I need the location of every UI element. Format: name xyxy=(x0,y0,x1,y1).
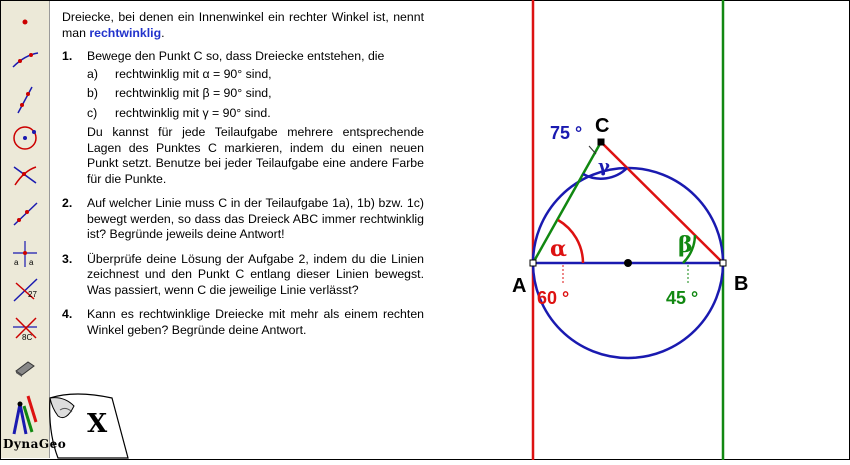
gamma-symbol: γ xyxy=(598,156,610,177)
geometry-canvas[interactable] xyxy=(426,0,850,460)
line-tool-button[interactable] xyxy=(6,43,44,77)
side-bc[interactable] xyxy=(601,142,723,263)
subtask-label: b) xyxy=(87,86,98,100)
subtask-b xyxy=(87,86,424,102)
subtask-label: a) xyxy=(87,66,98,81)
alpha-value: 60 ° xyxy=(537,288,570,308)
point-a[interactable] xyxy=(530,260,536,266)
subtask-text: rechtwinklig mit β = 90° sind, xyxy=(115,86,272,100)
svg-text:27: 27 xyxy=(28,290,37,299)
beta-value: 45 ° xyxy=(666,288,699,308)
task-number: 1. xyxy=(62,49,73,63)
subtask-a xyxy=(87,67,424,83)
intersection-tool-icon xyxy=(10,161,40,191)
svg-text:8C: 8C xyxy=(22,333,33,342)
task-text-2: Auf welcher Linie muss C in der Teilaufgabe 1a), 1b) bzw. 1c) bewegt werden, so dass das Dreieck ABC immer rechtwinklig ist? Begründe jeweils deine Antwort! xyxy=(87,196,424,241)
task-item-2 xyxy=(62,196,424,243)
task-text xyxy=(62,10,424,338)
segment-tool-icon xyxy=(10,85,40,115)
task-note: Du kannst für jede Teilaufgabe mehrere entsprechende Lagen des Punktes C markieren, indem du einen neuen Punkt setzt. Benutze bei jeder Teilaufgabe eine andere Farbe für die Punkte. xyxy=(87,125,424,186)
label-a: A xyxy=(512,275,527,297)
alpha-symbol: α xyxy=(550,236,567,262)
subtask-c xyxy=(87,106,424,122)
logo-x-mark: X xyxy=(87,409,108,439)
intersection-tool-button[interactable] xyxy=(6,159,44,193)
gamma-value: 75 ° xyxy=(550,123,583,143)
task-number: 4. xyxy=(62,307,73,321)
task-number: 3. xyxy=(62,251,73,266)
point-b[interactable] xyxy=(720,260,726,266)
intro-text: Dreiecke, bei denen ein Innenwinkel ein rechter Winkel ist, nennt man xyxy=(62,10,424,40)
eraser-tool-icon xyxy=(10,353,40,383)
task-item-3 xyxy=(62,252,424,299)
segment-tool-button[interactable] xyxy=(6,83,44,117)
logo-text: DynaGeo xyxy=(3,437,67,451)
task-item-4 xyxy=(62,307,424,338)
ray-tool-icon xyxy=(10,199,40,229)
delete-tool-button[interactable] xyxy=(6,311,44,345)
side-ac[interactable] xyxy=(533,142,601,263)
intro-paragraph xyxy=(62,10,424,41)
beta-symbol: β xyxy=(678,232,693,258)
subtask-label: c) xyxy=(87,105,98,120)
gamma-leader xyxy=(589,146,596,154)
subtask-text: rechtwinklig mit α = 90° sind, xyxy=(115,66,272,81)
parallel-tool-button[interactable] xyxy=(6,237,44,271)
task-text-1: Bewege den Punkt C so, dass Dreiecke entstehen, die xyxy=(87,49,385,63)
label-b: B xyxy=(734,273,749,295)
geometry-drawing xyxy=(426,0,850,460)
perpendicular-tool-icon xyxy=(10,275,40,305)
eraser-tool-button[interactable] xyxy=(6,351,44,385)
tool-palette xyxy=(1,1,50,458)
task-number: 2. xyxy=(62,196,73,210)
circle-tool-button[interactable] xyxy=(6,121,44,155)
task-item-1 xyxy=(62,49,424,65)
task-text-3: Überprüfe deine Lösung der Aufgabe 2, indem du die Linien zeichnest und den Punkt C entlang dieser Linien bewegst. Was passiert, wenn C die jeweilige Linie verlässt? xyxy=(87,251,424,297)
delete-tool-icon xyxy=(10,313,40,343)
ray-tool-button[interactable] xyxy=(6,197,44,231)
circle-tool-icon xyxy=(10,123,40,153)
perpendicular-tool-button[interactable] xyxy=(6,273,44,307)
line-tool-icon xyxy=(10,45,40,75)
label-c: C xyxy=(595,115,610,137)
task-item-1-note xyxy=(62,125,424,187)
svg-text:a: a xyxy=(29,258,34,267)
point-tool-button[interactable] xyxy=(6,5,44,39)
point-c[interactable] xyxy=(598,139,604,145)
point-tool-icon xyxy=(10,7,40,37)
subtask-text: rechtwinklig mit γ = 90° sind. xyxy=(115,105,271,120)
midpoint-m[interactable] xyxy=(624,259,632,267)
intro-end: . xyxy=(161,25,165,40)
svg-text:a: a xyxy=(14,258,19,267)
intro-term: rechtwinklig xyxy=(89,25,162,40)
task-text-4: Kann es rechtwinklige Dreiecke mit mehr als einem rechten Winkel geben? Begründe deine Antwort. xyxy=(87,307,424,337)
parallel-tool-icon xyxy=(10,239,40,269)
